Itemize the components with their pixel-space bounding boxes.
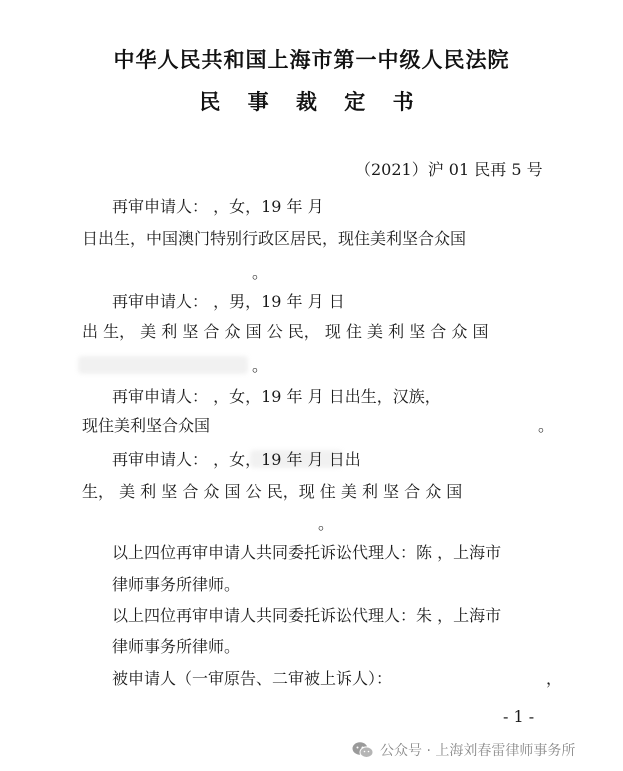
agent-1-line-2: 律师事务所律师。 — [112, 575, 241, 594]
respondent-comma: ， — [546, 669, 563, 688]
party-1-line-2: 日出生，中国澳门特别行政区居民，现住美利坚合众国 — [82, 229, 467, 248]
party-1-line-1: 再审申请人： ，女，19 年 月 — [112, 197, 324, 216]
case-number: （2021）沪 01 民再 5 号 — [355, 160, 543, 179]
party-2-line-1: 再审申请人： ，男，19 年 月 日 — [112, 292, 345, 311]
respondent-line: 被申请人（一审原告、二审被上诉人）： — [112, 669, 393, 688]
watermark — [352, 738, 575, 762]
watermark-text: 公众号 · 上海刘春雷律师事务所 — [380, 743, 576, 759]
party-3-line-2: 现住美利坚合众国 — [82, 416, 211, 435]
court-name: 中华人民共和国上海市第一中级人民法院 — [113, 47, 510, 72]
wechat-icon — [352, 741, 374, 759]
agent-1-line-1: 以上四位再审申请人共同委托诉讼代理人：陈 ，上海市 — [112, 543, 502, 562]
party-4-line-2: 生， 美 利 坚 合 众 国 公 民，现 住 美 利 坚 合 众 国 — [82, 482, 463, 501]
document-type: 民 事 裁 定 书 — [199, 89, 424, 114]
party-3-line-2-end: 。 — [538, 416, 555, 435]
redacted-address — [78, 356, 248, 374]
party-2-line-2: 出 生， 美 利 坚 合 众 国 公 民， 现 住 美 利 坚 合 众 国 — [82, 322, 489, 341]
agent-2-line-1: 以上四位再审申请人共同委托诉讼代理人：朱 ，上海市 — [112, 606, 502, 625]
party-4-line-3: 。 — [318, 514, 335, 533]
party-2-line-3: 。 — [252, 356, 269, 375]
agent-2-line-2: 律师事务所律师。 — [112, 637, 241, 656]
party-1-line-3: 。 — [252, 263, 269, 282]
party-4-line-1: 再审申请人： ，女，19 年 月 日出 — [112, 450, 361, 469]
party-3-line-1: 再审申请人： ，女，19 年 月 日出生，汉族， — [112, 387, 441, 406]
page-number: - 1 - — [503, 707, 535, 726]
